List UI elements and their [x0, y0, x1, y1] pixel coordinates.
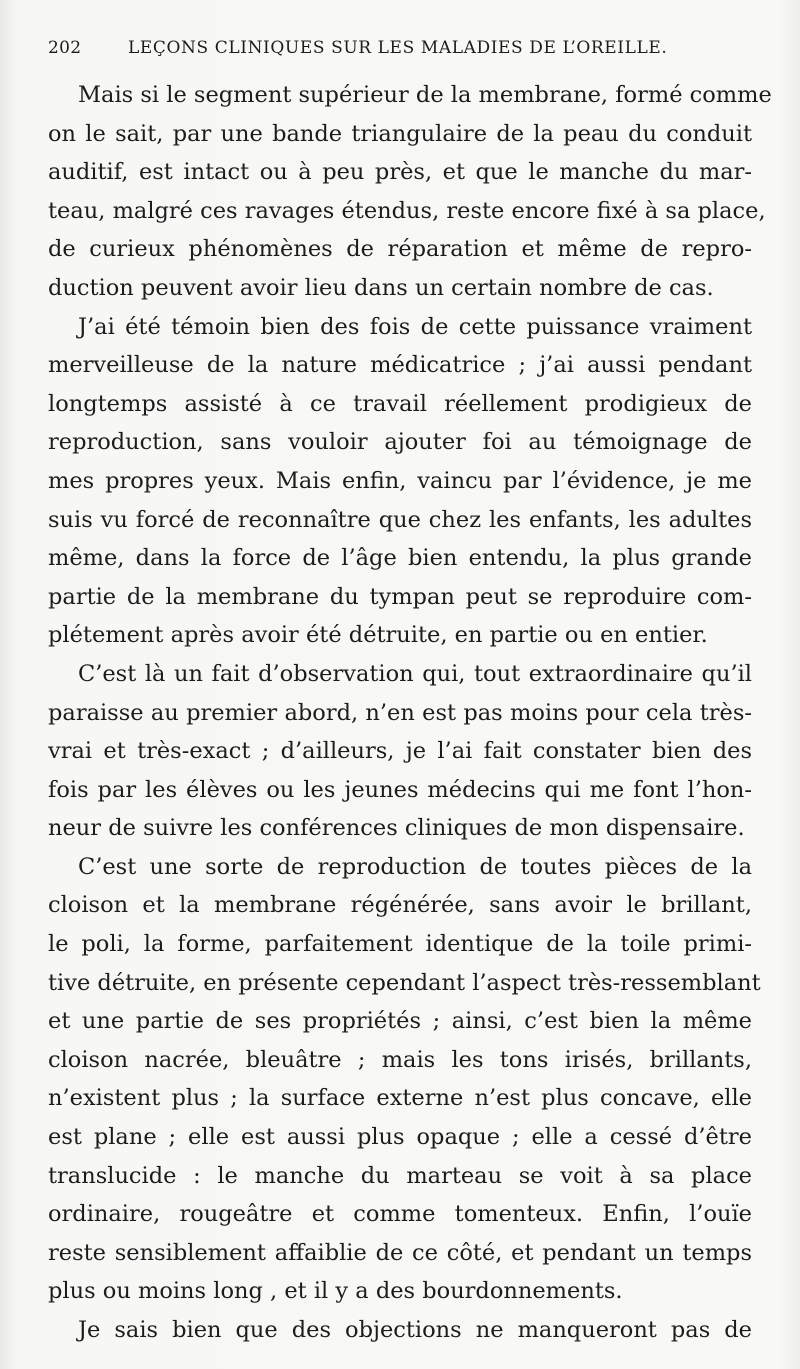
- text-line: auditif, est intact ou à peu près, et que le manche du mar-: [48, 159, 752, 186]
- running-title: LEÇONS CLINIQUES SUR LES MALADIES DE L’OREILLE.: [128, 38, 668, 58]
- text-line: fois par les élèves ou les jeunes médecins qui me font l’hon-: [48, 776, 752, 803]
- text-line: plétement après avoir été détruite, en partie ou en entier.: [48, 622, 708, 649]
- text-line: on le sait, par une bande triangulaire de la peau du conduit: [48, 120, 752, 147]
- text-line: translucide : le manche du marteau se voit à sa place: [48, 1162, 752, 1189]
- text-line: paraisse au premier abord, n’en est pas moins pour cela très-: [48, 699, 752, 726]
- text-line: C’est une sorte de reproduction de toutes pièces de la: [78, 853, 752, 880]
- text-line: ordinaire, rougeâtre et comme tomenteux. Enfin, l’ouïe: [48, 1201, 752, 1228]
- text-line: tive détruite, en présente cependant l’aspect très-ressemblant: [48, 969, 761, 996]
- page-number: 202: [48, 38, 82, 58]
- text-line: suis vu forcé de reconnaître que chez les enfants, les adultes: [48, 506, 752, 533]
- text-line: même, dans la force de l’âge bien entendu, la plus grande: [48, 545, 752, 572]
- text-line: Mais si le segment supérieur de la membrane, formé comme: [78, 82, 772, 108]
- text-line: et une partie de ses propriétés ; ainsi, c’est bien la même: [48, 1008, 752, 1035]
- text-line: plus ou moins long , et il y a des bourdonnements.: [48, 1278, 623, 1305]
- text-line: teau, malgré ces ravages étendus, reste encore fixé à sa place,: [48, 197, 766, 224]
- text-line: merveilleuse de la nature médicatrice ; j’ai aussi pendant: [48, 352, 752, 379]
- text-line: reste sensiblement affaiblie de ce côté, et pendant un temps: [48, 1239, 752, 1266]
- text-line: mes propres yeux. Mais enfin, vaincu par l’évidence, je me: [48, 467, 752, 494]
- text-line: est plane ; elle est aussi plus opaque ; elle a cessé d’être: [48, 1124, 752, 1151]
- text-line: de curieux phénomènes de réparation et même de repro-: [48, 236, 752, 263]
- text-line: longtemps assisté à ce travail réellement prodigieux de: [48, 390, 752, 417]
- running-header: [48, 38, 768, 68]
- body-text: [48, 76, 772, 1350]
- text-line: neur de suivre les conférences cliniques de mon dispensaire.: [48, 815, 745, 842]
- text-line: cloison et la membrane régénérée, sans avoir le brillant,: [48, 892, 752, 919]
- text-line: vrai et très-exact ; d’ailleurs, je l’ai fait constater bien des: [48, 738, 752, 765]
- text-line: le poli, la forme, parfaitement identique de la toile primi-: [48, 931, 752, 958]
- text-line: C’est là un fait d’observation qui, tout extraordinaire qu’il: [78, 660, 752, 687]
- text-line: Je sais bien que des objections ne manqueront pas de: [78, 1317, 752, 1343]
- text-line: duction peuvent avoir lieu dans un certain nombre de cas.: [48, 274, 714, 301]
- text-line: J’ai été témoin bien des fois de cette puissance vraiment: [78, 313, 752, 340]
- text-line: cloison nacrée, bleuâtre ; mais les tons irisés, brillants,: [48, 1046, 752, 1073]
- text-line: reproduction, sans vouloir ajouter foi au témoignage de: [48, 429, 752, 456]
- text-line: partie de la membrane du tympan peut se reproduire com-: [48, 583, 752, 610]
- text-line: n’existent plus ; la surface externe n’est plus concave, elle: [48, 1085, 752, 1112]
